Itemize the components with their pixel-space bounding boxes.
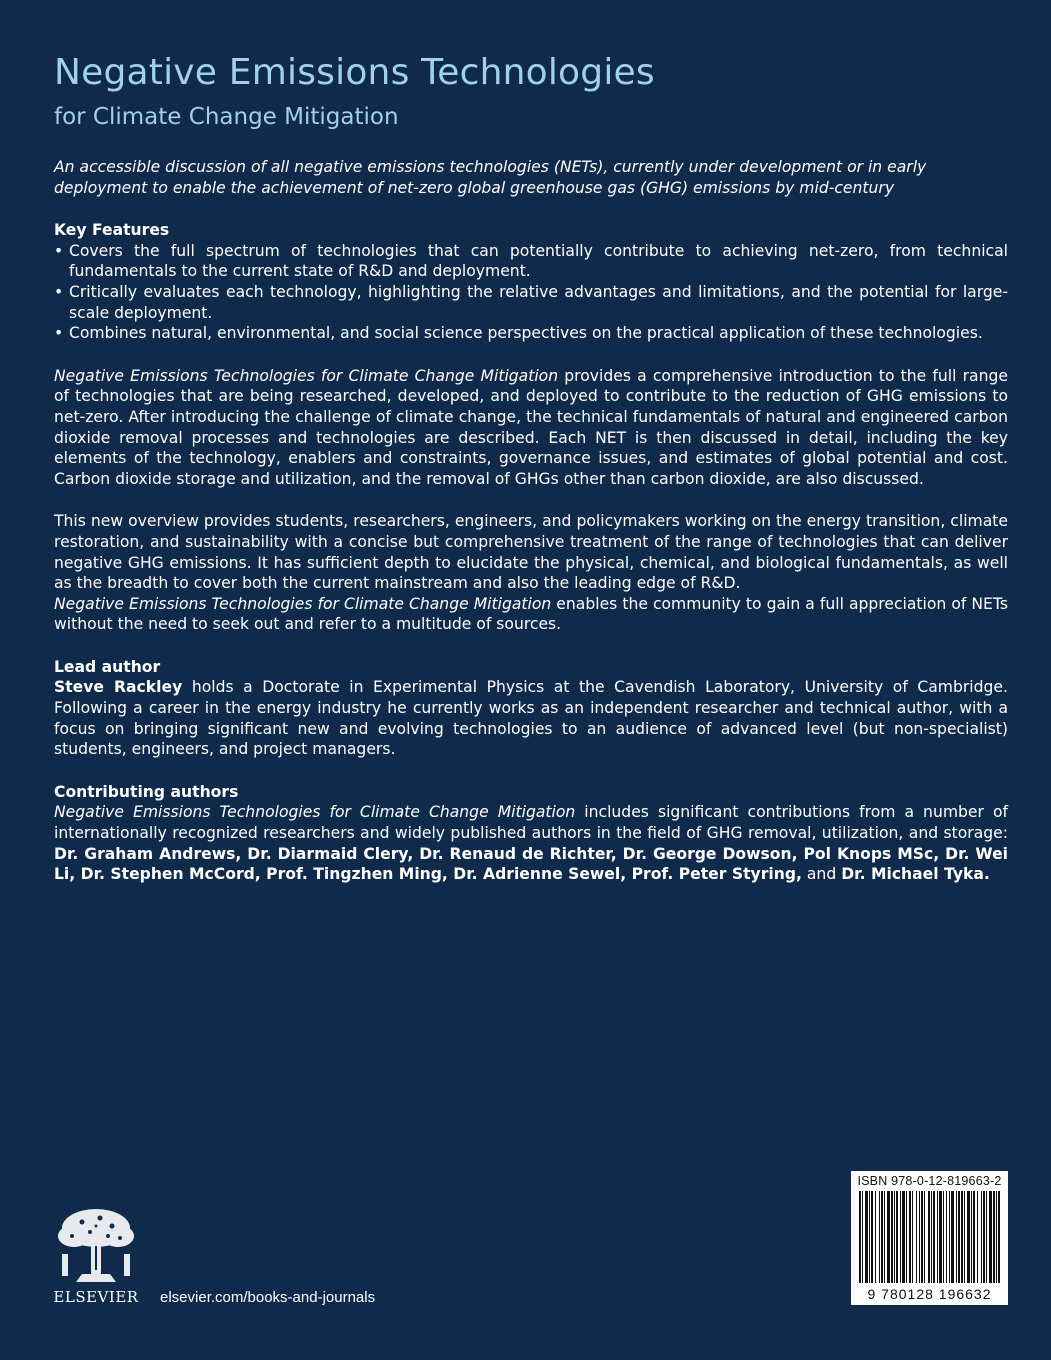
book-subtitle: for Climate Change Mitigation — [54, 104, 399, 130]
barcode-bar — [971, 1191, 972, 1283]
barcode-bar — [924, 1191, 925, 1283]
barcode-bar — [879, 1191, 880, 1283]
contributing-names: Dr. Graham Andrews, Dr. Diarmaid Clery, Dr. Renaud de Richter, Dr. George Dowson, Pol Knops MSc, Dr. Wei Li, Dr. Stephen McCord, Prof. Tingzhen Ming, Dr. Adrienne Sewel, Prof. Peter Styring, — [54, 844, 1008, 884]
barcode-icon — [859, 1191, 1000, 1283]
barcode-bar — [989, 1191, 992, 1283]
barcode-bar — [862, 1191, 863, 1283]
barcode-bar — [946, 1191, 947, 1283]
contributing-intro: includes significant contributions from a number of internationally recognized researchers and widely published authors in the field of GHG removal, utilization, and storage: — [54, 803, 1008, 843]
barcode-bar — [933, 1191, 935, 1283]
barcode-bar — [894, 1191, 895, 1283]
lead-author-name: Steve Rackley — [54, 678, 183, 697]
barcode-bar — [993, 1191, 995, 1283]
publisher-name: ELSEVIER — [53, 1288, 139, 1306]
barcode-bar — [977, 1191, 978, 1283]
barcode-bar — [943, 1191, 944, 1283]
publisher-url[interactable]: elsevier.com/books-and-journals — [160, 1289, 376, 1306]
barcode-bar — [912, 1191, 913, 1283]
contributing-book-title: Negative Emissions Technologies for Climate Change Mitigation — [54, 803, 576, 822]
overview-tail: enables the community to gain a full appreciation of NETs without the need to seek out and refer to a multitude of sources. — [54, 594, 1008, 634]
key-features-heading: Key Features — [54, 221, 170, 240]
isbn-barcode — [851, 1171, 1008, 1305]
barcode-bar — [983, 1191, 985, 1283]
barcode-bar — [902, 1191, 905, 1283]
barcode-bar — [951, 1191, 954, 1283]
barcode-bar — [939, 1191, 942, 1283]
isbn-digits: 9 780128 196632 — [867, 1286, 992, 1302]
contributing-authors-text — [54, 802, 1008, 884]
lead-author-heading: Lead author — [54, 657, 161, 676]
barcode-bar — [871, 1191, 873, 1283]
barcode-bar — [909, 1191, 911, 1283]
barcode-bar — [875, 1191, 876, 1283]
barcode-bar — [996, 1191, 997, 1283]
barcode-bar — [859, 1191, 861, 1283]
back-cover-text — [54, 157, 1008, 885]
barcode-bar — [998, 1191, 1000, 1283]
barcode-bar — [887, 1191, 890, 1283]
barcode-bar — [961, 1191, 963, 1283]
barcode-bar — [949, 1191, 950, 1283]
tagline: An accessible discussion of all negative emissions technologies (NETs), currently under development or in early deployment to enable the achievement of net-zero global greenhouse gas (GHG) emissions by mid-century — [54, 158, 927, 197]
book-title: Negative Emissions Technologies — [54, 52, 655, 93]
lead-author-bio-text: holds a Doctorate in Experimental Physics at the Cavendish Laboratory, University of Cambridge. Following a career in the energy industry he currently works as an independent researcher and technical author, with a focus on bringing significant new and evolving technologies to an audience of advanced level (but non-specialist) students, engineers, and project managers. — [54, 678, 1008, 759]
barcode-bar — [967, 1191, 970, 1283]
barcode-bar — [919, 1191, 920, 1283]
barcode-bar — [900, 1191, 901, 1283]
barcode-bar — [973, 1191, 975, 1283]
barcode-bar — [921, 1191, 923, 1283]
feature-item: • Critically evaluates each technology, highlighting the relative advantages and limitations, and the potential for large-scale deployment. — [54, 282, 1008, 323]
description-text: provides a comprehensive introduction to the full range of technologies that are being researched, developed, and deployed to contribute to the reduction of GHG emissions to net-zero. After introducing the challenge of climate change, the technical fundamentals of natural and engineered carbon dioxide removal processes and technologies are described. Each NET is then discussed in detail, including the key elements of the technology, enablers and constraints, governance issues, and estimates of global potential and cost. Carbon dioxide storage and utilization, and the removal of GHGs other than carbon dioxide, are also discussed. — [54, 366, 1008, 488]
barcode-bar — [884, 1191, 885, 1283]
key-features-list — [54, 241, 1008, 344]
barcode-bar — [891, 1191, 893, 1283]
barcode-bar — [931, 1191, 932, 1283]
barcode-bar — [865, 1191, 868, 1283]
elsevier-tree-icon — [52, 1206, 140, 1286]
contributing-authors-heading: Contributing authors — [54, 782, 239, 801]
description-book-title: Negative Emissions Technologies for Climate Change Mitigation — [54, 366, 559, 385]
barcode-bar — [928, 1191, 930, 1283]
isbn-label: ISBN 978-0-12-819663-2 — [857, 1174, 1002, 1188]
barcode-bar — [916, 1191, 917, 1283]
feature-item: • Covers the full spectrum of technologies that can potentially contribute to achieving net-zero, from technical fundamentals to the current state of R&D and deployment. — [54, 241, 1008, 282]
barcode-bar — [896, 1191, 898, 1283]
lead-author-bio — [54, 677, 1008, 759]
barcode-bar — [958, 1191, 960, 1283]
overview-book-title: Negative Emissions Technologies for Climate Change Mitigation — [54, 594, 552, 613]
barcode-bar — [986, 1191, 987, 1283]
barcode-bar — [964, 1191, 965, 1283]
contributing-conjunction: and — [801, 865, 842, 884]
overview-text: This new overview provides students, researchers, engineers, and policymakers working on the energy transition, climate restoration, and sustainability with a concise but comprehensive treatment of the range of technologies that can deliver negative GHG emissions. It has sufficient depth to elucidate the physical, chemical, and biological fundamentals, as well as the breadth to cover both the current mainstream and also the leading edge of R&D. — [54, 512, 1008, 593]
barcode-bar — [981, 1191, 982, 1283]
contributing-last-name: Dr. Michael Tyka. — [841, 865, 990, 884]
barcode-bar — [956, 1191, 957, 1283]
description-paragraph — [54, 366, 1008, 490]
barcode-bar — [869, 1191, 870, 1283]
barcode-bar — [906, 1191, 907, 1283]
barcode-bar — [881, 1191, 883, 1283]
feature-item: • Combines natural, environmental, and social science perspectives on the practical application of these technologies. — [54, 323, 1008, 344]
barcode-bar — [937, 1191, 938, 1283]
overview-paragraph — [54, 511, 1008, 635]
